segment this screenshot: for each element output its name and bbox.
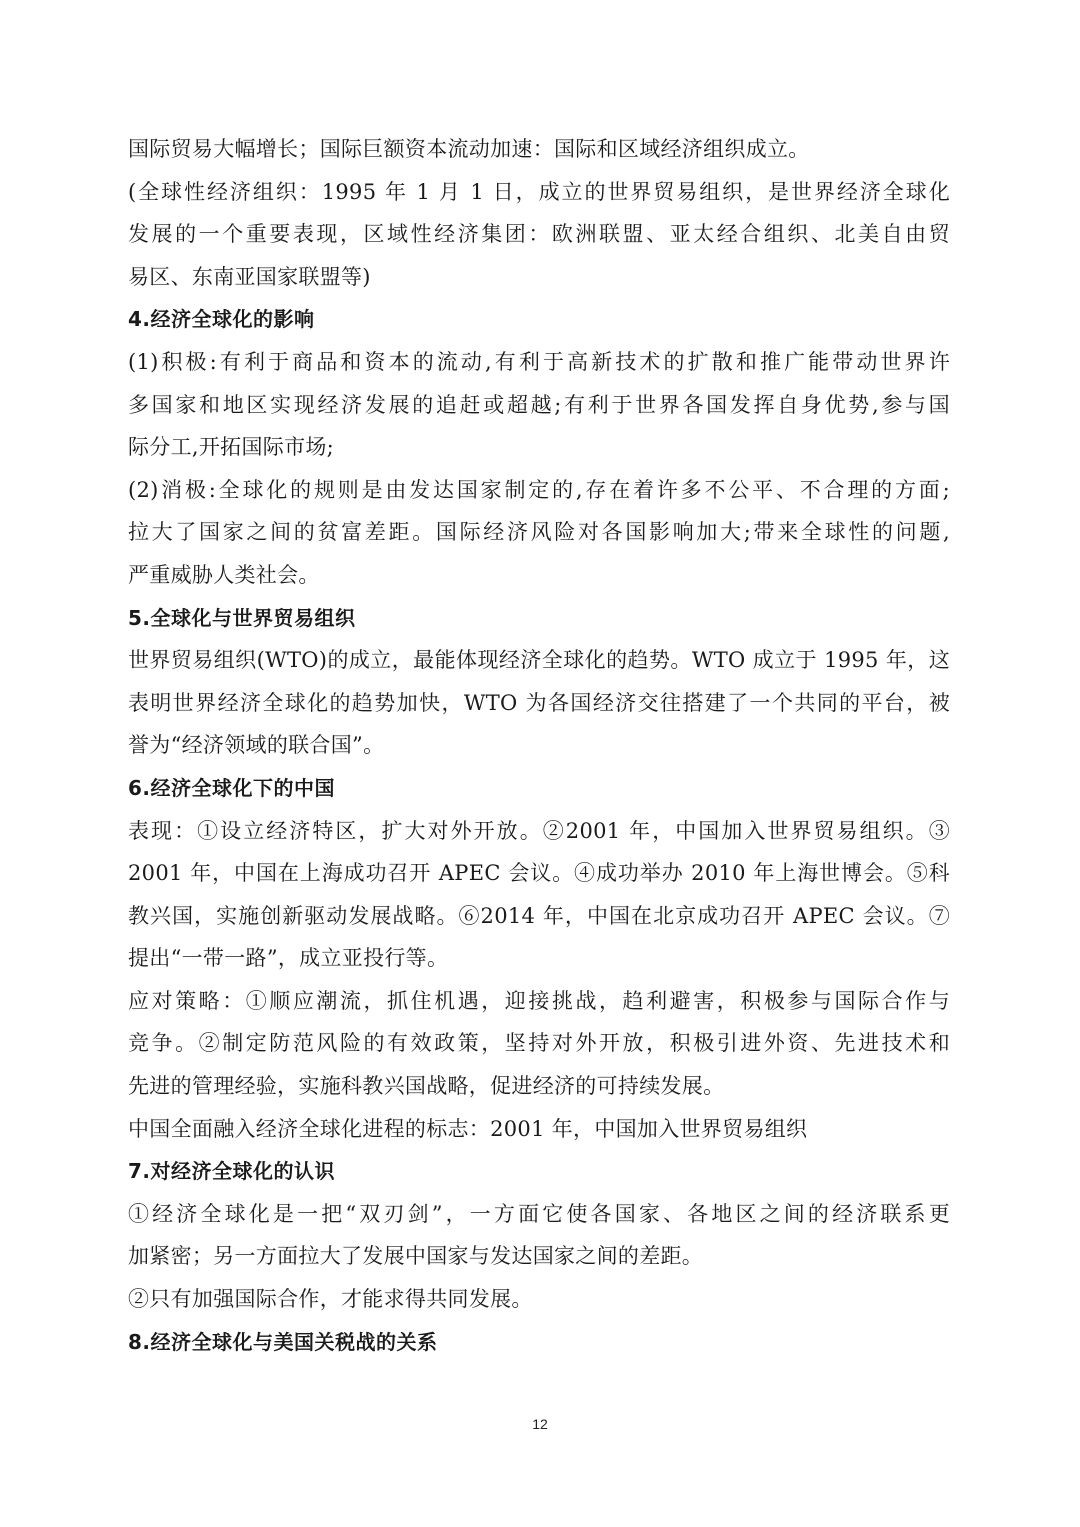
text-line: 竞争。②制定防范风险的有效政策，坚持对外开放，积极引进外资、先进技术和: [128, 1031, 950, 1056]
text-line: 严重威胁人类社会。: [128, 562, 320, 587]
text-line: 表现：①设立经济特区，扩大对外开放。②2001 年，中国加入世界贸易组织。③: [128, 818, 950, 843]
text-line: (1)积极:有利于商品和资本的流动,有利于高新技术的扩散和推广能带动世界许: [128, 349, 950, 374]
text-line: 际分工,开拓国际市场;: [128, 435, 335, 460]
text-line: 发展的一个重要表现，区域性经济集团：欧洲联盟、亚太经合组织、北美自由贸: [128, 222, 950, 247]
text-line: 世界贸易组织(WTO)的成立，最能体现经济全球化的趋势。WTO 成立于 1995 年，这: [128, 648, 950, 673]
section-heading: 5.全球化与世界贸易组织: [128, 605, 356, 630]
text-line: 国际贸易大幅增长；国际巨额资本流动加速：国际和区域经济组织成立。: [128, 137, 810, 161]
text-line: 多国家和地区实现经济发展的追赶或超越;有利于世界各国发挥自身优势,参与国: [128, 392, 950, 417]
section-heading: 7.对经济全球化的认识: [128, 1159, 336, 1184]
text-line: 易区、东南亚国家联盟等): [128, 264, 371, 289]
text-line: 教兴国，实施创新驱动发展战略。⑥2014 年，中国在北京成功召开 APEC 会议。⑦: [128, 903, 950, 928]
text-line: 2001 年，中国在上海成功召开 APEC 会议。④成功举办 2010 年上海世博会。⑤科: [128, 861, 950, 886]
section-heading: 6.经济全球化下的中国: [128, 775, 336, 800]
document-body: [128, 128, 950, 1363]
text-line: 加紧密；另一方面拉大了发展中国家与发达国家之间的差距。: [128, 1244, 704, 1269]
text-line: 表明世界经济全球化的趋势加快，WTO 为各国经济交往搭建了一个共同的平台，被: [128, 690, 950, 715]
text-line: 拉大了国家之间的贫富差距。国际经济风险对各国影响加大;带来全球性的问题,: [128, 520, 950, 545]
section-heading: 4.经济全球化的影响: [128, 307, 315, 332]
text-line: 誉为“经济领域的联合国”。: [128, 733, 385, 758]
text-line: ②只有加强国际合作，才能求得共同发展。: [128, 1287, 533, 1312]
text-line: 先进的管理经验，实施科教兴国战略，促进经济的可持续发展。: [128, 1074, 725, 1099]
section-heading: 8.经济全球化与美国关税战的关系: [128, 1329, 438, 1354]
page-number: 12: [532, 1416, 548, 1432]
text-line: 提出“一带一路”，成立亚投行等。: [128, 946, 449, 971]
text-line: (2)消极:全球化的规则是由发达国家制定的,存在着许多不公平、不合理的方面;: [128, 477, 950, 502]
text-line: 中国全面融入经济全球化进程的标志：2001 年，中国加入世界贸易组织: [128, 1116, 808, 1141]
text-line: ①经济全球化是一把“双刃剑”，一方面它使各国家、各地区之间的经济联系更: [128, 1201, 950, 1226]
text-line: 应对策略：①顺应潮流，抓住机遇，迎接挑战，趋利避害，积极参与国际合作与: [128, 988, 950, 1013]
text-line: (全球性经济组织：1995 年 1 月 1 日，成立的世界贸易组织，是世界经济全球化: [128, 179, 950, 204]
